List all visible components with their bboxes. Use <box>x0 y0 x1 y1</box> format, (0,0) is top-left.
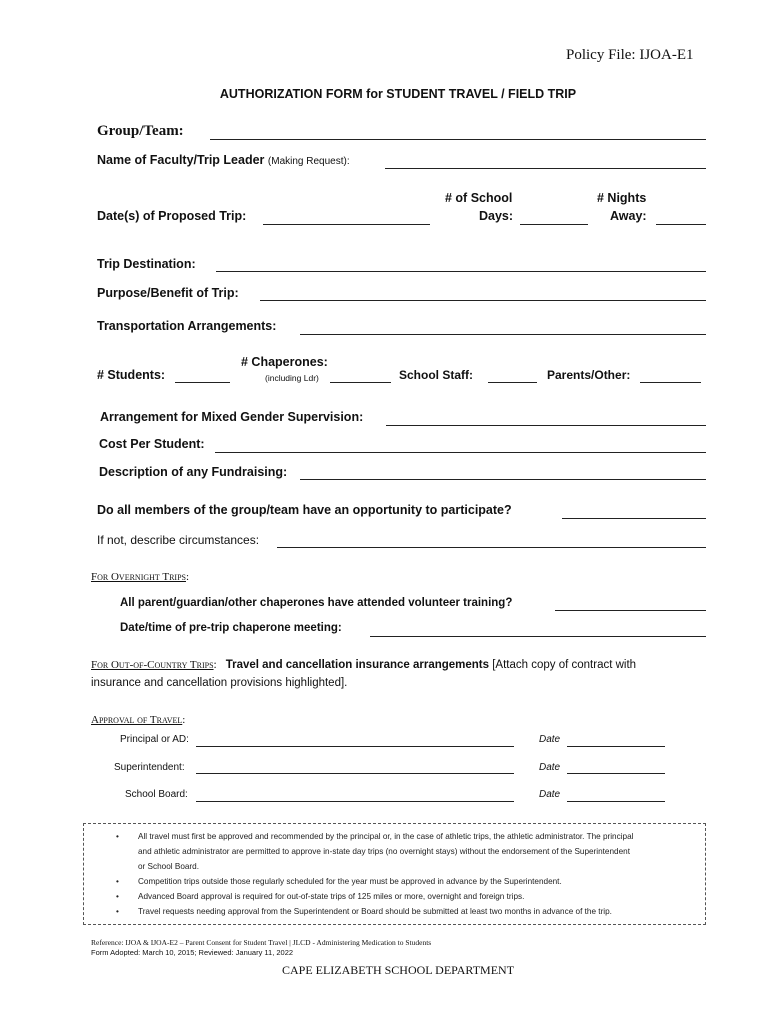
faculty-leader-label: Name of Faculty/Trip Leader (Making Request): <box>97 153 350 167</box>
transportation-label: Transportation Arrangements: <box>97 319 277 333</box>
faculty-leader-field[interactable] <box>385 168 706 169</box>
school-days-field[interactable] <box>520 224 588 225</box>
mixed-gender-field[interactable] <box>386 425 706 426</box>
parents-other-field[interactable] <box>640 382 701 383</box>
note-item: • All travel must first be approved and recommended by the principal or, in the case of athletic trips, the athletic administrator. The principal <box>84 829 705 844</box>
school-days-label-1: # of School <box>445 191 513 205</box>
note-item: • Competition trips outside those regularly scheduled for the year must be approved in advance by the Superintendent. <box>84 874 705 889</box>
policy-file-label: Policy File: IJOA-E1 <box>566 47 694 63</box>
bullet-icon: • <box>116 832 119 841</box>
purpose-field[interactable] <box>260 300 706 301</box>
fundraising-field[interactable] <box>300 479 706 480</box>
footer-department: CAPE ELIZABETH SCHOOL DEPARTMENT <box>281 963 515 977</box>
transportation-field[interactable] <box>300 334 706 335</box>
principal-label: Principal or AD: <box>120 734 189 745</box>
note-item-continued: and athletic administrator are permitted to approve in-state day trips (no overnight stays) without the endorsement of the Superintendent <box>138 847 630 856</box>
note-item: • Advanced Board approval is required for out-of-state trips of 125 miles or more, overnight and foreign trips. <box>84 889 705 904</box>
out-of-country-line-2: insurance and cancellation provisions highlighted]. <box>91 677 348 689</box>
chaperones-field[interactable] <box>330 382 391 383</box>
notes-box <box>83 823 706 925</box>
chaperones-label: # Chaperones: <box>241 355 328 369</box>
out-of-country-line-1: For Out-of-Country Trips: Travel and cancellation insurance arrangements [Attach copy of contract with <box>91 659 637 671</box>
group-team-field[interactable] <box>210 139 706 140</box>
training-label: All parent/guardian/other chaperones have attended volunteer training? <box>120 597 513 609</box>
group-team-label: Group/Team: <box>97 123 184 139</box>
principal-date-field[interactable] <box>567 746 665 747</box>
school-staff-label: School Staff: <box>399 368 473 382</box>
proposed-dates-field[interactable] <box>263 224 430 225</box>
students-label: # Students: <box>97 368 166 382</box>
board-date-field[interactable] <box>567 801 665 802</box>
bullet-icon: • <box>116 892 119 901</box>
approval-heading: Approval of Travel: <box>91 714 186 726</box>
footer-adopted: Form Adopted: March 10, 2015; Reviewed: January 11, 2022 <box>91 948 294 957</box>
superintendent-date-label: Date <box>539 762 561 773</box>
faculty-leader-note: (Making Request): <box>267 156 350 167</box>
destination-field[interactable] <box>216 271 706 272</box>
overnight-heading: For Overnight Trips: <box>91 571 190 583</box>
parents-other-label: Parents/Other: <box>547 368 631 382</box>
school-staff-field[interactable] <box>488 382 537 383</box>
cost-field[interactable] <box>215 452 706 453</box>
note-item: • Travel requests needing approval from the Superintendent or Board should be submitted at least two months in advance of the trip. <box>84 904 705 919</box>
bullet-icon: • <box>116 907 119 916</box>
purpose-label: Purpose/Benefit of Trip: <box>97 286 239 300</box>
form-title: AUTHORIZATION FORM for STUDENT TRAVEL / FIELD TRIP <box>219 87 577 101</box>
mixed-gender-label: Arrangement for Mixed Gender Supervision: <box>100 410 364 424</box>
superintendent-signature-field[interactable] <box>196 773 514 774</box>
school-days-label-2: Days: <box>479 209 514 223</box>
principal-signature-field[interactable] <box>196 746 514 747</box>
nights-field[interactable] <box>656 224 706 225</box>
destination-label: Trip Destination: <box>97 257 196 271</box>
nights-label-2: Away: <box>610 209 647 223</box>
board-signature-field[interactable] <box>196 801 514 802</box>
participate-field[interactable] <box>562 518 706 519</box>
superintendent-label: Superintendent: <box>114 762 185 773</box>
if-not-label: If not, describe circumstances: <box>97 533 260 547</box>
students-field[interactable] <box>175 382 230 383</box>
meeting-label: Date/time of pre-trip chaperone meeting: <box>120 622 342 634</box>
cost-label: Cost Per Student: <box>99 437 205 451</box>
principal-date-label: Date <box>539 734 561 745</box>
proposed-dates-label: Date(s) of Proposed Trip: <box>97 209 247 223</box>
footer-reference: Reference: IJOA & IJOA-E2 – Parent Consent for Student Travel | JLCD - Administering Medication to Students <box>91 938 432 947</box>
if-not-field[interactable] <box>277 547 706 548</box>
nights-label-1: # Nights <box>597 191 647 205</box>
fundraising-label: Description of any Fundraising: <box>99 465 288 479</box>
training-field[interactable] <box>555 610 706 611</box>
board-date-label: Date <box>539 789 561 800</box>
board-label: School Board: <box>125 789 188 800</box>
note-item-continued: or School Board. <box>138 862 199 871</box>
participate-label: Do all members of the group/team have an opportunity to participate? <box>97 503 512 517</box>
meeting-field[interactable] <box>370 636 706 637</box>
superintendent-date-field[interactable] <box>567 773 665 774</box>
bullet-icon: • <box>116 877 119 886</box>
chaperones-note: (including Ldr) <box>265 373 319 383</box>
